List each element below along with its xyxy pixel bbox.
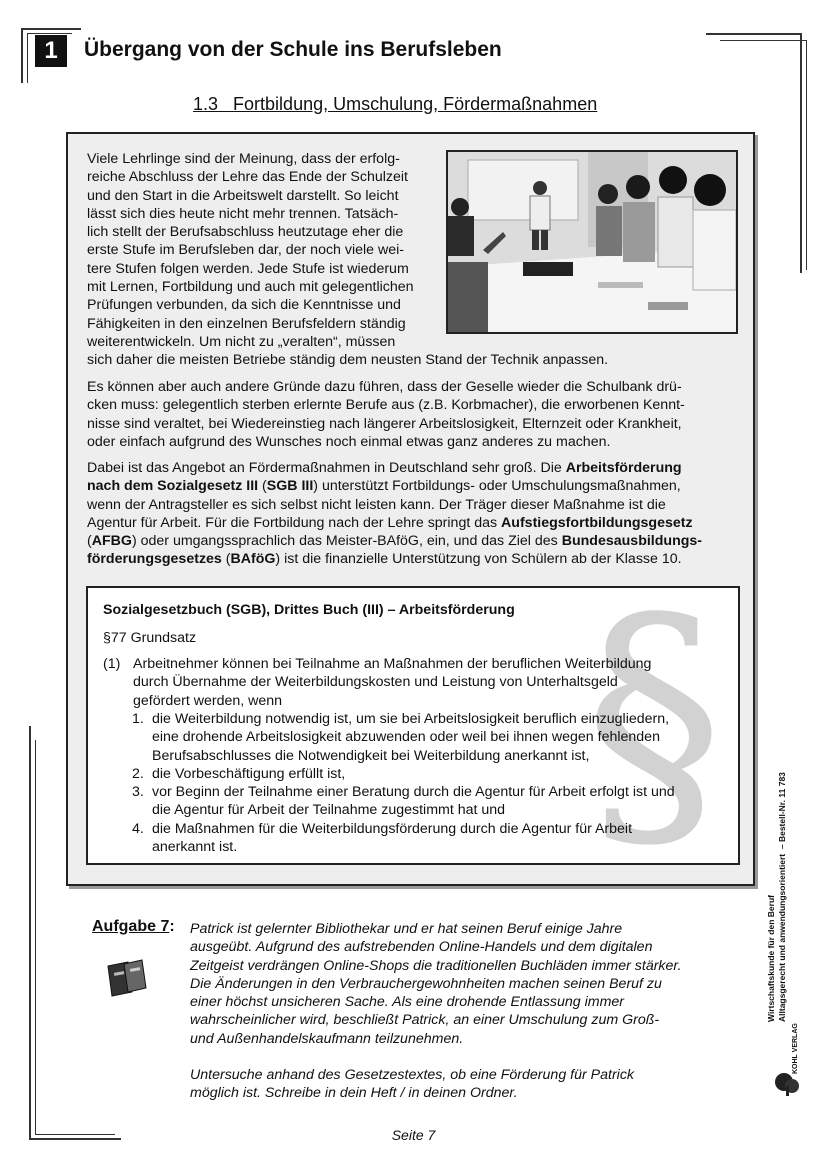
text-run: ) unterstützt Fortbildungs- oder Umschulungsmaßnahmen, xyxy=(313,478,681,495)
law-line: die Agentur für Arbeit der Teilnahme zugestimmt hat und xyxy=(152,802,506,819)
section-name: Fortbildung, Umschulung, Fördermaßnahmen xyxy=(233,94,598,114)
chapter-title: Übergang von der Schule ins Berufsleben xyxy=(84,38,502,61)
task-line: und Außenhandelskaufmann teilzunehmen. xyxy=(190,1030,464,1047)
intro-line: Viele Lehrlinge sind der Meinung, dass der erfolg- xyxy=(87,151,400,167)
spacer xyxy=(190,1048,730,1066)
task-line: möglich ist. Schreibe in dein Heft / in deinen Ordner. xyxy=(190,1085,518,1102)
paragraph-two xyxy=(87,378,737,451)
publisher-name: KOHL VERLAG xyxy=(792,1023,799,1074)
intro-line: weiterentwickeln. Um nicht zu „veralten“, müssen xyxy=(87,333,396,350)
sidebar-book-subtitle xyxy=(777,742,788,1022)
paragraph-line xyxy=(87,532,737,550)
paragraph-symbol: § xyxy=(584,586,724,865)
intro-line: lässt sich dies heute nicht mehr trennen. Tatsäch- xyxy=(87,205,399,222)
law-item-number: (1) xyxy=(103,656,121,672)
task-text xyxy=(190,920,730,1103)
text-run: ( xyxy=(258,478,267,495)
task-label-text: Aufgabe 7 xyxy=(92,918,170,935)
law-line: Berufsabschlusses die Notwendigkeit bei Weiterbildung anerkannt ist, xyxy=(152,747,590,764)
law-line: vor Beginn der Teilnahme einer Beratung durch die Agentur für Arbeit erfolgt ist und xyxy=(152,784,675,800)
law-section: §77 Grundsatz xyxy=(103,630,197,646)
bold-term: Arbeitsförderung xyxy=(565,460,682,476)
frame-line xyxy=(27,33,72,34)
publisher-sidebar xyxy=(766,742,810,1022)
classroom-photo xyxy=(446,150,738,334)
task-line: ausgeübt. Aufgrund des aufstrebenden Online-Handels und dem digitalen xyxy=(190,939,653,956)
text-run: Agentur für Arbeit. Für die Fortbildung nach der Lehre springt das xyxy=(87,514,502,531)
paragraph-line xyxy=(87,550,737,568)
bold-term: BAföG xyxy=(230,551,276,568)
law-subitem xyxy=(152,820,632,857)
section-number: 1.3 xyxy=(193,94,219,114)
law-box xyxy=(86,586,740,865)
text-run: Dabei ist das Angebot an Fördermaßnahmen in Deutschland sehr groß. Die xyxy=(87,460,566,476)
paragraph-line: wenn der Antragsteller es sich selbst nicht leisten kann. Der Träger dieser Maßnahme ist die xyxy=(87,496,666,513)
law-line: anerkannt ist. xyxy=(152,839,238,856)
paragraph-line: oder einfach aufgrund des Wunsches noch einmal etwas ganz anderes zu machen. xyxy=(87,433,611,450)
intro-line: Fähigkeiten in den einzelnen Berufsfeldern ständig xyxy=(87,315,406,332)
books-icon xyxy=(104,958,150,1003)
intro-line: erste Stufe im Berufsleben dar, der noch viele wei- xyxy=(87,242,405,259)
task-label-colon: : xyxy=(169,918,175,935)
frame-line xyxy=(706,33,802,35)
task-line: wahrscheinlicher wird, beschließt Patrick, an einer Umschulung zum Groß- xyxy=(190,1012,660,1029)
bold-term: nach dem Sozialgesetz III xyxy=(87,478,259,495)
law-line: die Maßnahmen für die Weiterbildungsförderung durch die Agentur für Arbeit xyxy=(152,821,633,837)
section-title xyxy=(193,94,597,115)
paragraph-line: Es können aber auch andere Gründe dazu führen, dass der Geselle wieder die Schulbank drü- xyxy=(87,379,682,395)
law-subitem-number: 3. xyxy=(132,784,144,800)
frame-line xyxy=(27,33,28,83)
task-label xyxy=(92,918,175,936)
frame-line xyxy=(806,40,807,270)
frame-line xyxy=(720,40,807,41)
sidebar-order-number: – Bestell-Nr. 11 783 xyxy=(777,772,787,850)
law-subitem-number: 4. xyxy=(132,821,144,837)
intro-last-line: sich daher die meisten Betriebe ständig dem neusten Stand der Technik anpassen. xyxy=(87,352,609,368)
intro-line: mit Lernen, Fortbildung und auch mit gelegentlichen xyxy=(87,279,414,296)
bold-term: AFBG xyxy=(91,533,132,550)
paragraph-line: nisse sind veraltet, bei Wiedereinstieg nach längerer Arbeitslosigkeit, Elternzeit oder Krankheit, xyxy=(87,415,682,432)
task-line: einer höchst unsicheren Sache. Als eine drohende Entlassung immer xyxy=(190,994,625,1011)
paragraph-line xyxy=(87,477,737,495)
law-subitem xyxy=(152,783,675,820)
bold-term: SGB III xyxy=(266,478,314,495)
paragraph-line xyxy=(87,514,737,532)
intro-line: tere Stufen folgen werden. Jede Stufe ist wiederum xyxy=(87,260,409,277)
paragraph-three xyxy=(87,459,737,569)
sidebar-line: Wirtschaftskunde für den Beruf xyxy=(766,895,776,1022)
law-subitem-number: 2. xyxy=(132,766,144,782)
law-subitem xyxy=(152,710,669,765)
text-run: ( xyxy=(87,533,92,550)
law-item-text xyxy=(133,655,651,710)
paragraph-line: cken muss: gelegentlich sterben erlernte Berufe aus (z.B. Korbmacher), die erworbenen Kennt- xyxy=(87,397,685,414)
intro-line: und den Start in die Arbeitswelt darstellt. So leicht xyxy=(87,187,399,204)
publisher-logo xyxy=(770,1023,806,1098)
frame-line xyxy=(800,33,802,273)
task-line: Untersuche anhand des Gesetzestextes, ob eine Förderung für Patrick xyxy=(190,1067,635,1084)
bold-term: Aufstiegsfortbildungsgesetz xyxy=(501,514,693,531)
text-run: ) ist die finanzielle Unterstützung von Schülern ab der Klasse 10. xyxy=(275,551,682,568)
frame-line xyxy=(29,726,31,1140)
intro-text xyxy=(87,150,431,351)
law-line: die Vorbeschäftigung erfüllt ist, xyxy=(152,766,346,782)
frame-line xyxy=(21,28,23,83)
law-line: eine drohende Arbeitslosigkeit abzuwenden oder weil bei ihnen wegen fehlenden xyxy=(152,729,660,746)
intro-line: Prüfungen verbunden, da sich die Kenntnisse und xyxy=(87,297,401,314)
law-line: durch Übernahme der Weiterbildungskosten und Leistung von Unterhaltsgeld xyxy=(133,674,618,691)
frame-line xyxy=(35,740,36,1135)
law-subitem xyxy=(152,765,345,783)
law-title: Sozialgesetzbuch (SGB), Drittes Buch (III) – Arbeitsförderung xyxy=(103,602,515,618)
paragraph-line xyxy=(87,459,737,477)
frame-line xyxy=(21,28,81,30)
sidebar-line: Alltagsgerecht und anwendungsorientiert xyxy=(777,853,787,1022)
sidebar-text xyxy=(766,742,810,1022)
law-line: gefördert werden, wenn xyxy=(133,692,283,709)
task-line: Zeitgeist verdrängen Online-Shops die traditionellen Buchläden immer stärker. xyxy=(190,957,682,974)
chapter-number: 1 xyxy=(35,35,67,67)
text-run: ( xyxy=(221,551,231,568)
bold-term: Bundesausbildungs- xyxy=(561,533,703,550)
law-subitem-number: 1. xyxy=(132,711,144,727)
bold-term: förderungsgesetzes xyxy=(87,551,222,568)
text-run: ) oder umgangssprachlich das Meister-BAföG, ein, und das Ziel des xyxy=(131,533,562,550)
page-number: Seite 7 xyxy=(391,1127,436,1143)
law-line: die Weiterbildung notwendig ist, um sie bei Arbeitslosigkeit beruflich einzugliedern, xyxy=(152,711,670,727)
sidebar-book-title xyxy=(766,742,777,1022)
task-line: Die Änderungen in den Verbrauchergewohnheiten machen seinen Beruf zu xyxy=(190,975,662,992)
intro-line: reiche Abschluss der Lehre das Ende der Schulzeit xyxy=(87,169,408,186)
law-line: Arbeitnehmer können bei Teilnahme an Maßnahmen der beruflichen Weiterbildung xyxy=(133,656,652,672)
classroom-photo-graphic xyxy=(448,152,736,332)
intro-line: lich stellt der Berufsabschluss heutzutage eher die xyxy=(87,224,404,241)
task-line: Patrick ist gelernter Bibliothekar und er hat seinen Beruf einige Jahre xyxy=(190,921,623,937)
